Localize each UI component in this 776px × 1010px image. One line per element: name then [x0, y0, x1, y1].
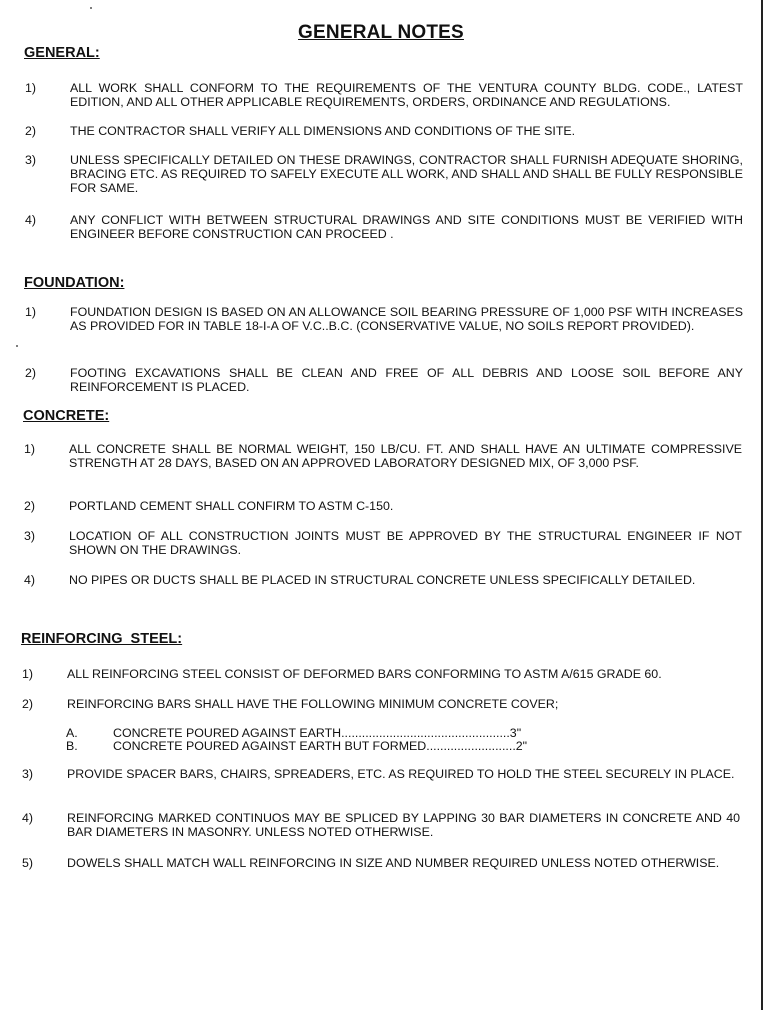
page-edge-line — [761, 0, 763, 1010]
note-text: PROVIDE SPACER BARS, CHAIRS, SPREADERS, ETC. AS REQUIRED TO HOLD THE STEEL SECURELY IN PLACE. — [67, 767, 735, 781]
note-number: 3) — [25, 153, 37, 167]
cover-item-text: CONCRETE POURED AGAINST EARTH.................................................3" — [113, 726, 522, 740]
note-text: ALL CONCRETE SHALL BE NORMAL WEIGHT, 150 LB/CU. FT. AND SHALL HAVE AN ULTIMATE COMPRESSIVE STRENGTH AT 28 DAYS, BASED ON AN APPROVED LABORATORY DESIGNED MIX, OF 3,000 PSF. — [69, 442, 742, 470]
note-number: 3) — [22, 767, 34, 781]
note-text: REINFORCING BARS SHALL HAVE THE FOLLOWING MINIMUM CONCRETE COVER; — [67, 697, 559, 711]
note-number: 1) — [24, 442, 36, 456]
cover-item-letter: B. — [66, 739, 78, 753]
note-number: 2) — [24, 499, 36, 513]
note-text: FOOTING EXCAVATIONS SHALL BE CLEAN AND FREE OF ALL DEBRIS AND LOOSE SOIL BEFORE ANY REINFORCEMENT IS PLACED. — [70, 366, 743, 394]
note-text: REINFORCING MARKED CONTINUOS MAY BE SPLICED BY LAPPING 30 BAR DIAMETERS IN CONCRETE AND 40 BAR DIAMETERS IN MASONRY. UNLESS NOTED OTHERWISE. — [67, 811, 740, 839]
note-text: THE CONTRACTOR SHALL VERIFY ALL DIMENSIONS AND CONDITIONS OF THE SITE. — [70, 124, 576, 138]
scan-speck — [16, 345, 18, 347]
section-heading-reinforcing-steel: REINFORCING STEEL: — [21, 631, 183, 647]
note-number: 2) — [22, 697, 34, 711]
note-number: 1) — [25, 81, 37, 95]
document-title: GENERAL NOTES — [298, 22, 464, 43]
cover-item-letter: A. — [66, 726, 78, 740]
note-text: ANY CONFLICT WITH BETWEEN STRUCTURAL DRAWINGS AND SITE CONDITIONS MUST BE VERIFIED WITH ENGINEER BEFORE CONSTRUCTION CAN PROCEED . — [70, 213, 743, 241]
section-heading-concrete: CONCRETE: — [23, 408, 110, 424]
section-heading-foundation: FOUNDATION: — [24, 275, 125, 291]
note-number: 4) — [22, 811, 34, 825]
note-text: NO PIPES OR DUCTS SHALL BE PLACED IN STRUCTURAL CONCRETE UNLESS SPECIFICALLY DETAILED. — [69, 573, 696, 587]
note-number: 4) — [24, 573, 36, 587]
note-text: DOWELS SHALL MATCH WALL REINFORCING IN SIZE AND NUMBER REQUIRED UNLESS NOTED OTHERWISE. — [67, 856, 720, 870]
note-number: 2) — [25, 366, 37, 380]
note-text: ALL REINFORCING STEEL CONSIST OF DEFORMED BARS CONFORMING TO ASTM A/615 GRADE 60. — [67, 667, 662, 681]
note-number: 5) — [22, 856, 34, 870]
note-number: 1) — [25, 305, 37, 319]
note-number: 2) — [25, 124, 37, 138]
note-text: UNLESS SPECIFICALLY DETAILED ON THESE DRAWINGS, CONTRACTOR SHALL FURNISH ADEQUATE SHORING, BRACING ETC. AS REQUIRED TO SAFELY EXECUTE ALL WORK, AND SHALL AND SHALL BE FULLY RESPONSIBLE FOR SAME. — [70, 153, 743, 195]
note-number: 1) — [22, 667, 34, 681]
note-text: PORTLAND CEMENT SHALL CONFIRM TO ASTM C-150. — [69, 499, 394, 513]
note-text: LOCATION OF ALL CONSTRUCTION JOINTS MUST BE APPROVED BY THE STRUCTURAL ENGINEER IF NOT SHOWN ON THE DRAWINGS. — [69, 529, 742, 557]
note-number: 3) — [24, 529, 36, 543]
note-number: 4) — [25, 213, 37, 227]
section-heading-general: GENERAL: — [24, 45, 100, 61]
note-text: ALL WORK SHALL CONFORM TO THE REQUIREMENTS OF THE VENTURA COUNTY BLDG. CODE., LATEST EDITION, AND ALL OTHER APPLICABLE REQUIREMENTS, ORDERS, ORDINANCE AND REGULATIONS. — [70, 81, 743, 109]
scan-speck — [90, 7, 92, 9]
note-text: FOUNDATION DESIGN IS BASED ON AN ALLOWANCE SOIL BEARING PRESSURE OF 1,000 PSF WITH INCREASES AS PROVIDED FOR IN TABLE 18-I-A OF V.C..B.C. (CONSERVATIVE VALUE, NO SOILS REPORT PROVIDED). — [70, 305, 743, 333]
cover-item-text: CONCRETE POURED AGAINST EARTH BUT FORMED..........................2" — [113, 739, 528, 753]
